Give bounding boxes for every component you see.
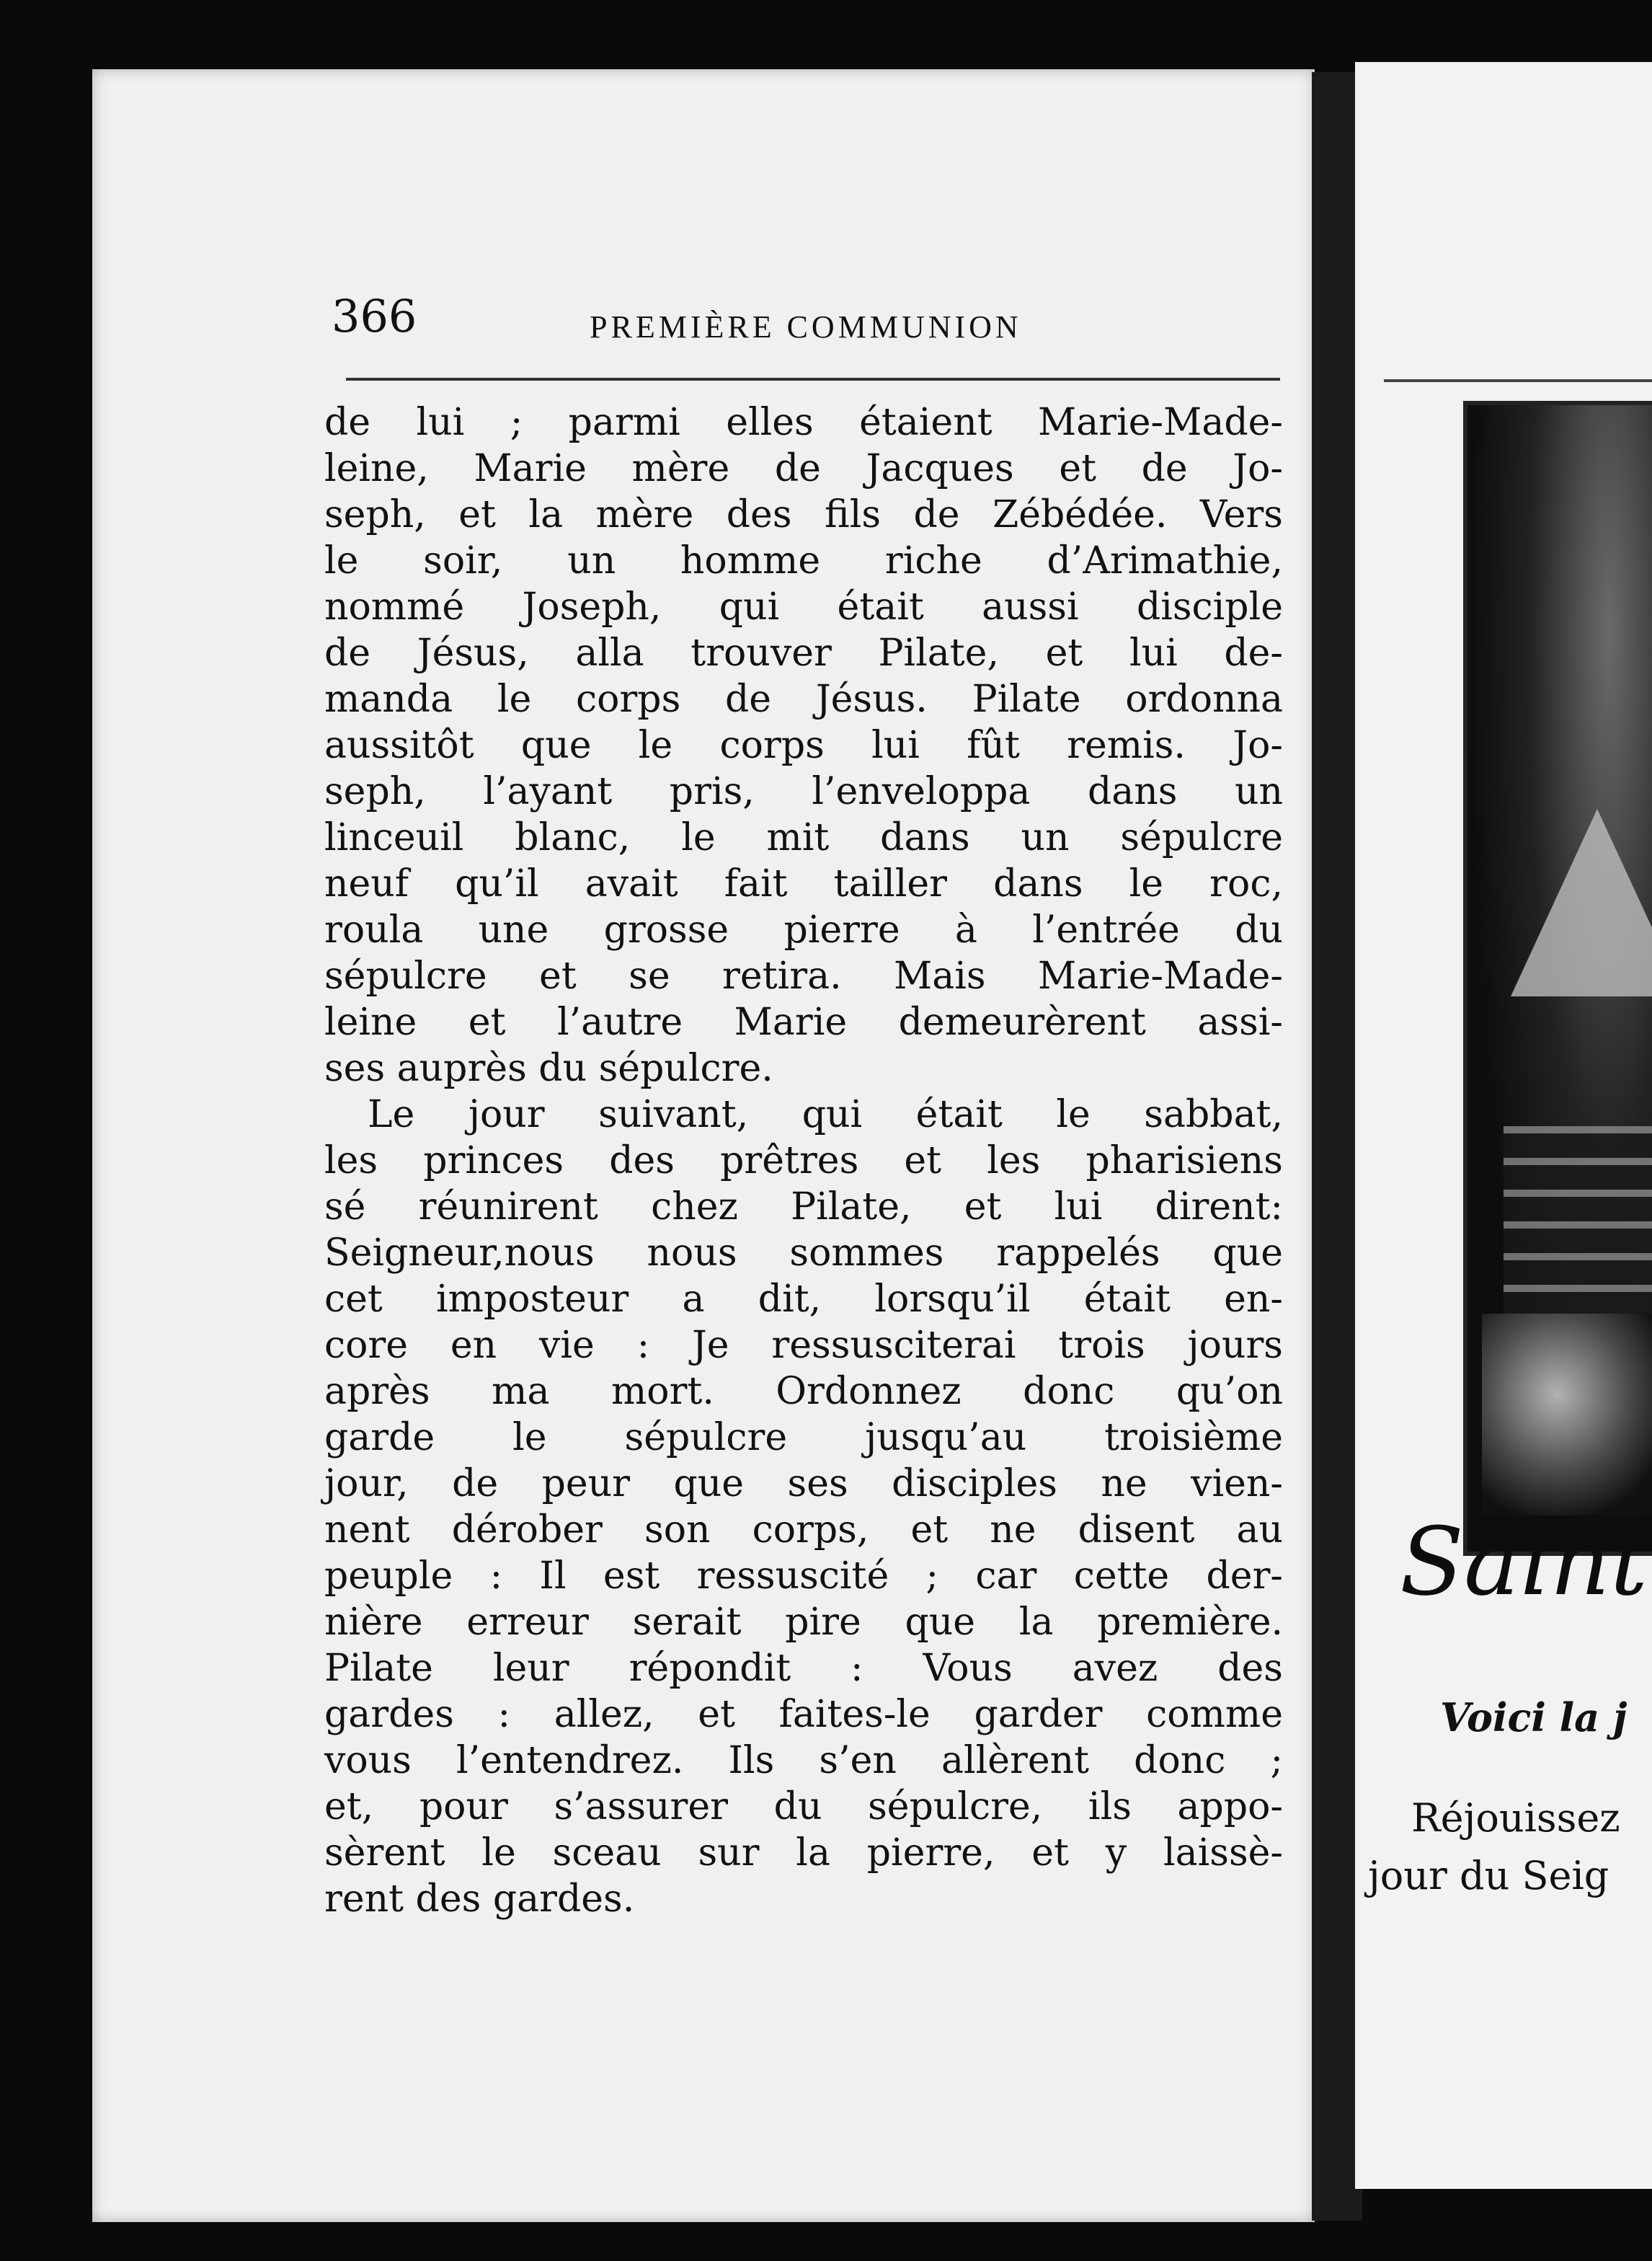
right-page-line: Réjouissez (1411, 1795, 1620, 1841)
text-line: Seigneur,nous nous sommes rappelés que (324, 1231, 1283, 1275)
engraving-mountain (1511, 809, 1652, 996)
running-title: PREMIÈRE COMMUNION (590, 309, 1022, 345)
body-text (324, 399, 1283, 1922)
header-rule (346, 378, 1280, 381)
text-line: cet imposteur a dit, lorsqu’il était en- (324, 1278, 1283, 1321)
text-line: core en vie : Je ressusciterai trois jours (324, 1324, 1283, 1367)
text-line: Le jour suivant, qui était le sabbat, (368, 1093, 1283, 1136)
text-line: vous l’entendrez. Ils s’en allèrent donc ; (324, 1739, 1283, 1782)
text-line: manda le corps de Jésus. Pilate ordonna (324, 678, 1283, 721)
text-line: garde le sépulcre jusqu’au troisième (324, 1416, 1283, 1459)
text-line: ses auprès du sépulcre. (324, 1047, 773, 1090)
text-line: nommé Joseph, qui était aussi disciple (324, 585, 1283, 629)
page-number: 366 (332, 290, 417, 342)
engraving-illustration (1463, 401, 1652, 1556)
text-line: roula une grosse pierre à l’entrée du (324, 908, 1283, 952)
right-page-subtitle: Voici la j (1440, 1694, 1627, 1740)
text-line: sé réunirent chez Pilate, et lui dirent: (324, 1185, 1283, 1229)
text-line: et, pour s’assurer du sépulcre, ils appo- (324, 1785, 1283, 1828)
right-page-title: Saint (1400, 1507, 1648, 1616)
right-page-line: jour du Seig (1368, 1853, 1609, 1898)
text-line: Pilate leur répondit : Vous avez des (324, 1647, 1283, 1690)
text-line: gardes : allez, et faites-le garder comme (324, 1693, 1283, 1736)
text-line: les princes des prêtres et les pharisiens (324, 1139, 1283, 1182)
text-line: le soir, un homme riche d’Arimathie, (324, 539, 1283, 583)
text-line: sèrent le sceau sur la pierre, et y laissè- (324, 1831, 1283, 1875)
text-line: sépulcre et se retira. Mais Marie-Made- (324, 955, 1283, 998)
text-line: rent des gardes. (324, 1877, 635, 1921)
text-line: linceuil blanc, le mit dans un sépulcre (324, 816, 1283, 859)
text-line: nent dérober son corps, et ne disent au (324, 1508, 1283, 1552)
text-line: leine, Marie mère de Jacques et de Jo- (324, 447, 1283, 490)
text-line: leine et l’autre Marie demeurèrent assi- (324, 1001, 1283, 1044)
right-page-rule (1384, 379, 1652, 382)
engraving-steps (1504, 1126, 1652, 1314)
text-line: seph, l’ayant pris, l’enveloppa dans un (324, 770, 1283, 813)
text-line: jour, de peur que ses disciples ne vien- (324, 1462, 1283, 1505)
text-line: peuple : Il est ressuscité ; car cette der- (324, 1554, 1283, 1598)
text-line: aussitôt que le corps lui fût remis. Jo- (324, 724, 1283, 767)
text-line: seph, et la mère des fils de Zébédée. Vers (324, 493, 1283, 536)
text-line: neuf qu’il avait fait tailler dans le roc, (324, 862, 1283, 906)
text-line: nière erreur serait pire que la première. (324, 1601, 1283, 1644)
text-line: de Jésus, alla trouver Pilate, et lui de- (324, 632, 1283, 675)
text-line: après ma mort. Ordonnez donc qu’on (324, 1370, 1283, 1413)
engraving-figure (1482, 1314, 1652, 1516)
text-line: de lui ; parmi elles étaient Marie-Made- (324, 401, 1283, 444)
